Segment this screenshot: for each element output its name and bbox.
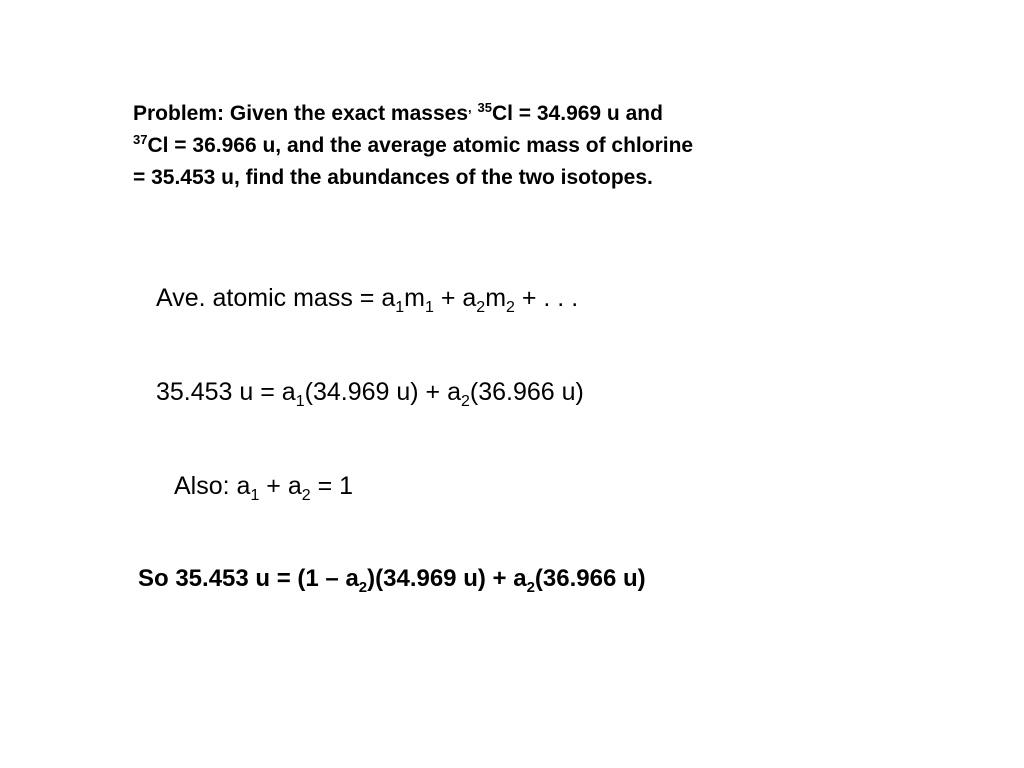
eq-text: m (485, 284, 507, 312)
isotope-35-mass-number: 35 (477, 100, 492, 115)
eq-text: + a (433, 284, 477, 312)
subscript: 1 (250, 487, 260, 504)
eq-text: Also: a (174, 472, 251, 500)
eq-text: (36.966 u) (469, 378, 584, 406)
eq-text: (34.969 u) + a (304, 378, 461, 406)
isotope-35-text: Cl = 34.969 u and (491, 102, 663, 125)
subscript: 1 (424, 299, 434, 316)
equation-average-mass (156, 283, 578, 317)
problem-statement (133, 99, 853, 193)
subscript: 2 (506, 299, 515, 316)
eq-text: + a (259, 472, 302, 500)
problem-label: Problem: (133, 102, 225, 125)
eq-text: m (404, 284, 425, 312)
subscript: 1 (295, 393, 305, 410)
problem-line-1 (133, 99, 853, 131)
subscript: 2 (461, 393, 470, 410)
eq-text: Ave. atomic mass = a (156, 284, 396, 312)
eq-text: + . . . (514, 284, 579, 312)
problem-line-2 (133, 131, 853, 163)
isotope-37-text: Cl = 36.966 u, and the average atomic mass of chlorine (147, 134, 694, 157)
eq-text: = 1 (310, 472, 354, 500)
subscript: 2 (301, 487, 311, 504)
equation-substituted (156, 377, 584, 411)
equation-sum-abundances (174, 471, 353, 505)
eq-text: So 35.453 u = (1 – a (138, 565, 359, 592)
eq-text: 35.453 u = a (156, 378, 296, 406)
subscript: 2 (526, 579, 535, 596)
subscript: 2 (476, 299, 486, 316)
eq-text: )(34.969 u) + a (367, 565, 527, 592)
eq-text: (36.966 u) (534, 565, 646, 592)
subscript: 1 (395, 299, 405, 316)
isotope-37-mass-number: 37 (133, 132, 148, 147)
problem-text: Given the exact masses (229, 102, 468, 125)
problem-line-3: = 35.453 u, find the abundances of the two isotopes. (133, 166, 653, 189)
equation-final (138, 564, 646, 597)
problem-comma: , (468, 100, 472, 115)
subscript: 2 (358, 579, 368, 596)
